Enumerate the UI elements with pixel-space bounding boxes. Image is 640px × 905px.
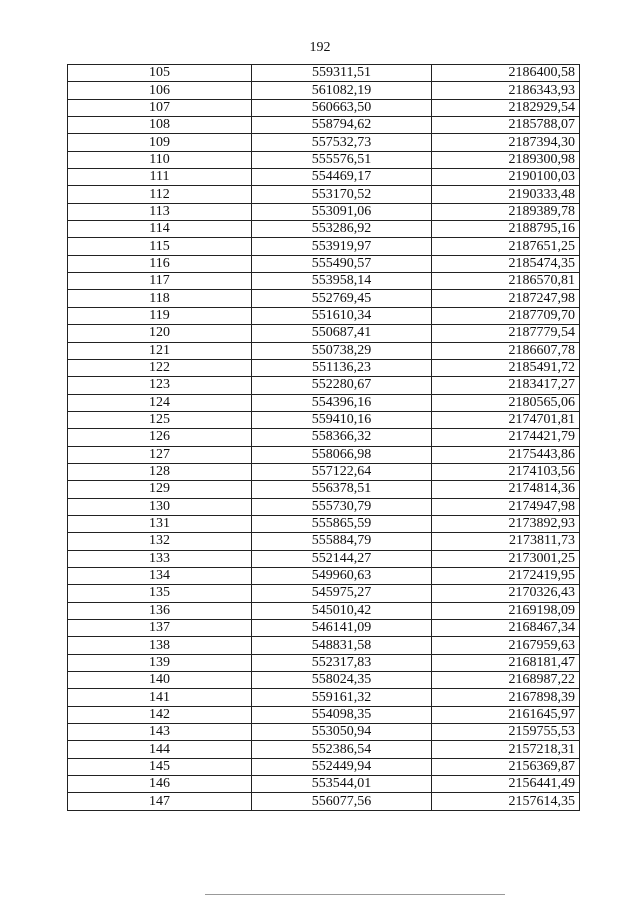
point-number-cell: 132	[68, 533, 252, 550]
point-number-cell: 145	[68, 758, 252, 775]
coordinates-table-body	[68, 65, 580, 811]
y-coordinate-cell: 2186570,81	[432, 273, 580, 290]
point-number-cell: 133	[68, 550, 252, 567]
table-row	[68, 134, 580, 151]
table-row	[68, 515, 580, 532]
point-number-cell: 131	[68, 515, 252, 532]
table-row	[68, 65, 580, 82]
y-coordinate-cell: 2187709,70	[432, 307, 580, 324]
table-row	[68, 377, 580, 394]
coordinates-table	[67, 64, 580, 811]
page-number: 192	[309, 40, 331, 55]
point-number-cell: 114	[68, 221, 252, 238]
point-number-cell: 121	[68, 342, 252, 359]
table-row	[68, 394, 580, 411]
point-number-cell: 112	[68, 186, 252, 203]
x-coordinate-cell: 552386,54	[252, 741, 432, 758]
table-row	[68, 221, 580, 238]
point-number-cell: 105	[68, 65, 252, 82]
y-coordinate-cell: 2173001,25	[432, 550, 580, 567]
x-coordinate-cell: 553091,06	[252, 203, 432, 220]
x-coordinate-cell: 554396,16	[252, 394, 432, 411]
x-coordinate-cell: 561082,19	[252, 82, 432, 99]
x-coordinate-cell: 556378,51	[252, 481, 432, 498]
x-coordinate-cell: 552144,27	[252, 550, 432, 567]
y-coordinate-cell: 2186607,78	[432, 342, 580, 359]
table-row	[68, 533, 580, 550]
point-number-cell: 111	[68, 169, 252, 186]
point-number-cell: 125	[68, 411, 252, 428]
table-row	[68, 793, 580, 810]
y-coordinate-cell: 2174947,98	[432, 498, 580, 515]
table-row	[68, 325, 580, 342]
x-coordinate-cell: 553919,97	[252, 238, 432, 255]
point-number-cell: 138	[68, 637, 252, 654]
x-coordinate-cell: 560663,50	[252, 99, 432, 116]
y-coordinate-cell: 2187394,30	[432, 134, 580, 151]
y-coordinate-cell: 2156369,87	[432, 758, 580, 775]
point-number-cell: 117	[68, 273, 252, 290]
y-coordinate-cell: 2157614,35	[432, 793, 580, 810]
x-coordinate-cell: 558794,62	[252, 117, 432, 134]
point-number-cell: 119	[68, 307, 252, 324]
table-row	[68, 151, 580, 168]
point-number-cell: 118	[68, 290, 252, 307]
y-coordinate-cell: 2169198,09	[432, 602, 580, 619]
x-coordinate-cell: 553170,52	[252, 186, 432, 203]
table-row	[68, 99, 580, 116]
table-row	[68, 689, 580, 706]
table-row	[68, 567, 580, 584]
y-coordinate-cell: 2167898,39	[432, 689, 580, 706]
table-row	[68, 117, 580, 134]
point-number-cell: 141	[68, 689, 252, 706]
x-coordinate-cell: 553050,94	[252, 724, 432, 741]
point-number-cell: 142	[68, 706, 252, 723]
point-number-cell: 136	[68, 602, 252, 619]
y-coordinate-cell: 2182929,54	[432, 99, 580, 116]
y-coordinate-cell: 2173811,73	[432, 533, 580, 550]
table-row	[68, 498, 580, 515]
point-number-cell: 147	[68, 793, 252, 810]
x-coordinate-cell: 546141,09	[252, 620, 432, 637]
x-coordinate-cell: 548831,58	[252, 637, 432, 654]
point-number-cell: 126	[68, 429, 252, 446]
x-coordinate-cell: 552769,45	[252, 290, 432, 307]
y-coordinate-cell: 2172419,95	[432, 567, 580, 584]
y-coordinate-cell: 2185788,07	[432, 117, 580, 134]
x-coordinate-cell: 558066,98	[252, 446, 432, 463]
point-number-cell: 128	[68, 463, 252, 480]
y-coordinate-cell: 2174701,81	[432, 411, 580, 428]
point-number-cell: 146	[68, 776, 252, 793]
table-row	[68, 169, 580, 186]
table-row	[68, 724, 580, 741]
y-coordinate-cell: 2185491,72	[432, 359, 580, 376]
footer-divider	[205, 894, 505, 895]
x-coordinate-cell: 551136,23	[252, 359, 432, 376]
x-coordinate-cell: 553286,92	[252, 221, 432, 238]
x-coordinate-cell: 557532,73	[252, 134, 432, 151]
y-coordinate-cell: 2159755,53	[432, 724, 580, 741]
point-number-cell: 107	[68, 99, 252, 116]
point-number-cell: 140	[68, 672, 252, 689]
x-coordinate-cell: 554098,35	[252, 706, 432, 723]
y-coordinate-cell: 2186343,93	[432, 82, 580, 99]
x-coordinate-cell: 552280,67	[252, 377, 432, 394]
point-number-cell: 120	[68, 325, 252, 342]
point-number-cell: 139	[68, 654, 252, 671]
table-row	[68, 758, 580, 775]
table-row	[68, 186, 580, 203]
y-coordinate-cell: 2190333,48	[432, 186, 580, 203]
y-coordinate-cell: 2173892,93	[432, 515, 580, 532]
x-coordinate-cell: 558366,32	[252, 429, 432, 446]
x-coordinate-cell: 558024,35	[252, 672, 432, 689]
x-coordinate-cell: 545975,27	[252, 585, 432, 602]
y-coordinate-cell: 2185474,35	[432, 255, 580, 272]
point-number-cell: 127	[68, 446, 252, 463]
x-coordinate-cell: 555884,79	[252, 533, 432, 550]
x-coordinate-cell: 551610,34	[252, 307, 432, 324]
point-number-cell: 135	[68, 585, 252, 602]
y-coordinate-cell: 2187651,25	[432, 238, 580, 255]
table-row	[68, 481, 580, 498]
y-coordinate-cell: 2168181,47	[432, 654, 580, 671]
x-coordinate-cell: 555730,79	[252, 498, 432, 515]
table-row	[68, 602, 580, 619]
table-row	[68, 446, 580, 463]
table-row	[68, 620, 580, 637]
point-number-cell: 113	[68, 203, 252, 220]
x-coordinate-cell: 553958,14	[252, 273, 432, 290]
y-coordinate-cell: 2161645,97	[432, 706, 580, 723]
point-number-cell: 106	[68, 82, 252, 99]
y-coordinate-cell: 2167959,63	[432, 637, 580, 654]
y-coordinate-cell: 2170326,43	[432, 585, 580, 602]
table-row	[68, 654, 580, 671]
point-number-cell: 124	[68, 394, 252, 411]
point-number-cell: 110	[68, 151, 252, 168]
table-row	[68, 255, 580, 272]
y-coordinate-cell: 2188795,16	[432, 221, 580, 238]
point-number-cell: 134	[68, 567, 252, 584]
y-coordinate-cell: 2183417,27	[432, 377, 580, 394]
y-coordinate-cell: 2190100,03	[432, 169, 580, 186]
x-coordinate-cell: 554469,17	[252, 169, 432, 186]
x-coordinate-cell: 555490,57	[252, 255, 432, 272]
point-number-cell: 130	[68, 498, 252, 515]
x-coordinate-cell: 552449,94	[252, 758, 432, 775]
y-coordinate-cell: 2175443,86	[432, 446, 580, 463]
table-row	[68, 463, 580, 480]
x-coordinate-cell: 559311,51	[252, 65, 432, 82]
table-row	[68, 342, 580, 359]
y-coordinate-cell: 2186400,58	[432, 65, 580, 82]
y-coordinate-cell: 2187779,54	[432, 325, 580, 342]
table-row	[68, 585, 580, 602]
point-number-cell: 116	[68, 255, 252, 272]
x-coordinate-cell: 555576,51	[252, 151, 432, 168]
table-row	[68, 637, 580, 654]
y-coordinate-cell: 2168467,34	[432, 620, 580, 637]
x-coordinate-cell: 553544,01	[252, 776, 432, 793]
y-coordinate-cell: 2157218,31	[432, 741, 580, 758]
point-number-cell: 109	[68, 134, 252, 151]
y-coordinate-cell: 2187247,98	[432, 290, 580, 307]
point-number-cell: 122	[68, 359, 252, 376]
table-row	[68, 411, 580, 428]
x-coordinate-cell: 557122,64	[252, 463, 432, 480]
y-coordinate-cell: 2174814,36	[432, 481, 580, 498]
point-number-cell: 129	[68, 481, 252, 498]
x-coordinate-cell: 552317,83	[252, 654, 432, 671]
point-number-cell: 143	[68, 724, 252, 741]
y-coordinate-cell: 2174421,79	[432, 429, 580, 446]
x-coordinate-cell: 545010,42	[252, 602, 432, 619]
table-row	[68, 307, 580, 324]
table-row	[68, 672, 580, 689]
table-row	[68, 741, 580, 758]
y-coordinate-cell: 2189389,78	[432, 203, 580, 220]
point-number-cell: 123	[68, 377, 252, 394]
point-number-cell: 108	[68, 117, 252, 134]
table-row	[68, 203, 580, 220]
x-coordinate-cell: 550738,29	[252, 342, 432, 359]
table-row	[68, 290, 580, 307]
x-coordinate-cell: 555865,59	[252, 515, 432, 532]
x-coordinate-cell: 559410,16	[252, 411, 432, 428]
x-coordinate-cell: 550687,41	[252, 325, 432, 342]
y-coordinate-cell: 2174103,56	[432, 463, 580, 480]
y-coordinate-cell: 2156441,49	[432, 776, 580, 793]
y-coordinate-cell: 2189300,98	[432, 151, 580, 168]
y-coordinate-cell: 2168987,22	[432, 672, 580, 689]
point-number-cell: 137	[68, 620, 252, 637]
x-coordinate-cell: 559161,32	[252, 689, 432, 706]
y-coordinate-cell: 2180565,06	[432, 394, 580, 411]
table-row	[68, 82, 580, 99]
table-row	[68, 776, 580, 793]
table-row	[68, 706, 580, 723]
point-number-cell: 115	[68, 238, 252, 255]
table-row	[68, 429, 580, 446]
x-coordinate-cell: 549960,63	[252, 567, 432, 584]
table-row	[68, 238, 580, 255]
point-number-cell: 144	[68, 741, 252, 758]
table-row	[68, 550, 580, 567]
table-row	[68, 359, 580, 376]
table-row	[68, 273, 580, 290]
x-coordinate-cell: 556077,56	[252, 793, 432, 810]
